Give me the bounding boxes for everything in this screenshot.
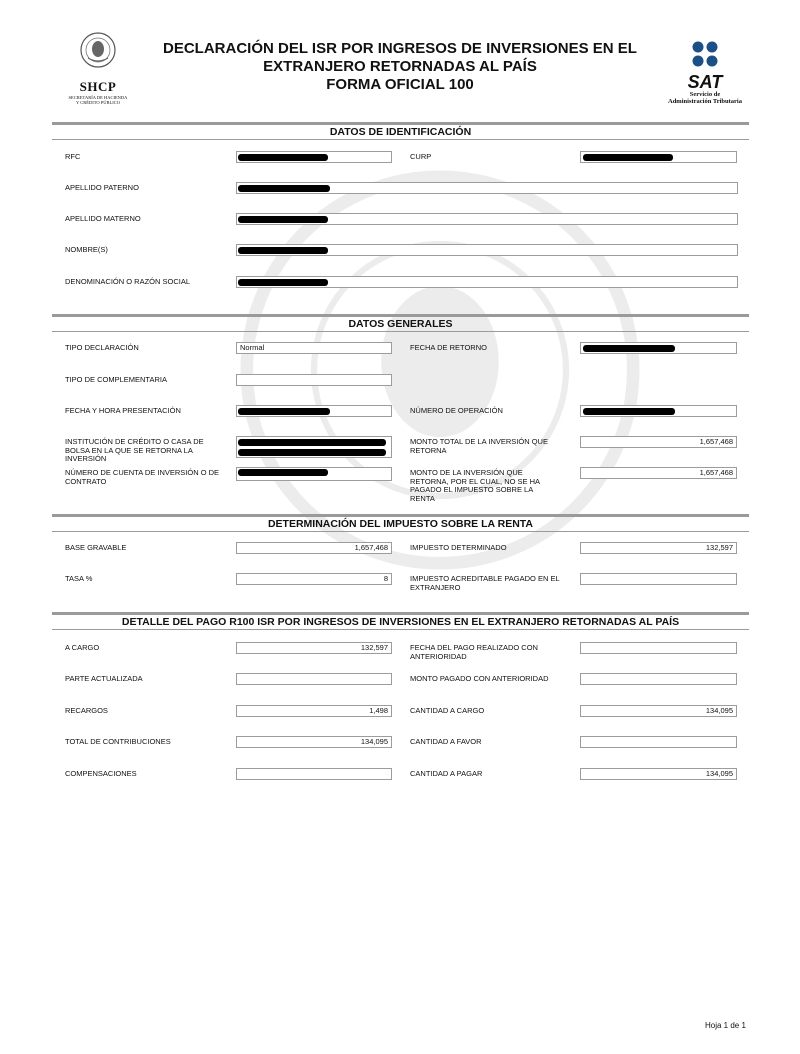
sat-name: SAT xyxy=(687,72,723,92)
base-gravable-field: 1,657,468 xyxy=(236,542,392,554)
title-line-2: EXTRANJERO RETORNADAS AL PAÍS xyxy=(263,58,537,75)
fecha-presentacion-label: FECHA Y HORA PRESENTACIÓN xyxy=(65,406,181,415)
cantidad-favor-field xyxy=(580,736,737,748)
redaction-bar xyxy=(238,439,386,446)
compensaciones-field xyxy=(236,768,392,780)
shcp-logo xyxy=(58,30,138,114)
monto-pagado-anterior-label: MONTO PAGADO CON ANTERIORIDAD xyxy=(410,674,549,683)
sat-subtitle-1: Servicio de xyxy=(689,91,721,98)
parte-actualizada-label: PARTE ACTUALIZADA xyxy=(65,674,143,683)
redaction-bar xyxy=(583,154,673,161)
cantidad-favor-label: CANTIDAD A FAVOR xyxy=(410,737,482,746)
sat-subtitle-2: Administración Tributaria xyxy=(668,98,742,105)
base-gravable-label: BASE GRAVABLE xyxy=(65,543,127,552)
redaction-bar xyxy=(238,469,328,476)
parte-actualizada-field xyxy=(236,673,392,685)
section-generales: DATOS GENERALES xyxy=(52,314,749,332)
redaction-bar xyxy=(238,154,328,161)
redaction-bar xyxy=(583,345,675,352)
institucion-label: INSTITUCIÓN DE CRÉDITO O CASA DE BOLSA EN LA QUE SE RETORNA LA INVERSIÓN xyxy=(65,437,204,463)
redaction-bar xyxy=(238,449,386,456)
tasa-field: 8 xyxy=(236,573,392,585)
shcp-name: SHCP xyxy=(79,79,117,94)
fecha-retorno-label: FECHA DE RETORNO xyxy=(410,343,487,352)
apellido-paterno-label: APELLIDO PATERNO xyxy=(65,183,139,192)
section-identificacion: DATOS DE IDENTIFICACIÓN xyxy=(52,122,749,140)
section-detalle-pago: DETALLE DEL PAGO R100 ISR POR INGRESOS DE INVERSIONES EN EL EXTRANJERO RETORNADAS AL PAÍS xyxy=(52,612,749,630)
cantidad-cargo-field: 134,095 xyxy=(580,705,737,717)
curp-label: CURP xyxy=(410,152,432,161)
rfc-label: RFC xyxy=(65,152,81,161)
title-line-1: DECLARACIÓN DEL ISR POR INGRESOS DE INVERSIONES EN EL xyxy=(163,40,637,57)
redaction-bar xyxy=(238,247,328,254)
shcp-subtitle-1: SECRETARÍA DE HACIENDA xyxy=(68,95,128,100)
numero-cuenta-label: NÚMERO DE CUENTA DE INVERSIÓN O DE CONTRATO xyxy=(65,468,220,486)
monto-pagado-anterior-field xyxy=(580,673,737,685)
tasa-label: TASA % xyxy=(65,574,93,583)
a-cargo-field: 132,597 xyxy=(236,642,392,654)
tipo-declaracion-field: Normal xyxy=(236,342,392,354)
monto-no-pagado-label: MONTO DE LA INVERSIÓN QUE RETORNA, POR EL CUAL, NO SE HA PAGADO EL IMPUESTO SOBRE LA RENTA xyxy=(410,468,540,503)
impuesto-determinado-field: 132,597 xyxy=(580,542,737,554)
impuesto-determinado-label: IMPUESTO DETERMINADO xyxy=(410,543,507,552)
tipo-complementaria-field xyxy=(236,374,392,386)
redaction-bar xyxy=(238,408,330,415)
redaction-bar xyxy=(583,408,675,415)
cantidad-pagar-label: CANTIDAD A PAGAR xyxy=(410,769,483,778)
redaction-bar xyxy=(238,185,330,192)
sat-logo xyxy=(660,40,750,105)
mexico-emblem-icon xyxy=(78,30,118,70)
fecha-pago-anterior-label: FECHA DEL PAGO REALIZADO CON ANTERIORIDAD xyxy=(410,643,538,661)
tipo-declaracion-label: TIPO DECLARACIÓN xyxy=(65,343,139,352)
form-title xyxy=(140,40,660,94)
redaction-bar xyxy=(238,216,328,223)
impuesto-acreditable-label: IMPUESTO ACREDITABLE PAGADO EN EL EXTRANJERO xyxy=(410,574,560,592)
impuesto-acreditable-field xyxy=(580,573,737,585)
a-cargo-label: A CARGO xyxy=(65,643,100,652)
sat-dots-icon xyxy=(691,40,719,68)
shcp-subtitle-2: Y CRÉDITO PÚBLICO xyxy=(75,100,120,105)
total-contribuciones-field: 134,095 xyxy=(236,736,392,748)
section-determinacion: DETERMINACIÓN DEL IMPUESTO SOBRE LA RENTA xyxy=(52,514,749,532)
monto-total-field: 1,657,468 xyxy=(580,436,737,448)
monto-no-pagado-field: 1,657,468 xyxy=(580,467,737,479)
recargos-label: RECARGOS xyxy=(65,706,108,715)
apellido-materno-label: APELLIDO MATERNO xyxy=(65,214,141,223)
numero-operacion-label: NÚMERO DE OPERACIÓN xyxy=(410,406,503,415)
title-line-3: FORMA OFICIAL 100 xyxy=(326,76,474,93)
total-contribuciones-label: TOTAL DE CONTRIBUCIONES xyxy=(65,737,171,746)
page-number: Hoja 1 de 1 xyxy=(705,1021,746,1030)
redaction-bar xyxy=(238,279,328,286)
compensaciones-label: COMPENSACIONES xyxy=(65,769,137,778)
monto-total-label: MONTO TOTAL DE LA INVERSIÓN QUE RETORNA xyxy=(410,437,548,455)
recargos-field: 1,498 xyxy=(236,705,392,717)
cantidad-pagar-field: 134,095 xyxy=(580,768,737,780)
razon-social-label: DENOMINACIÓN O RAZÓN SOCIAL xyxy=(65,277,191,286)
cantidad-cargo-label: CANTIDAD A CARGO xyxy=(410,706,485,715)
nombre-label: NOMBRE(S) xyxy=(65,245,108,254)
tipo-complementaria-label: TIPO DE COMPLEMENTARIA xyxy=(65,375,167,384)
fecha-pago-anterior-field xyxy=(580,642,737,654)
